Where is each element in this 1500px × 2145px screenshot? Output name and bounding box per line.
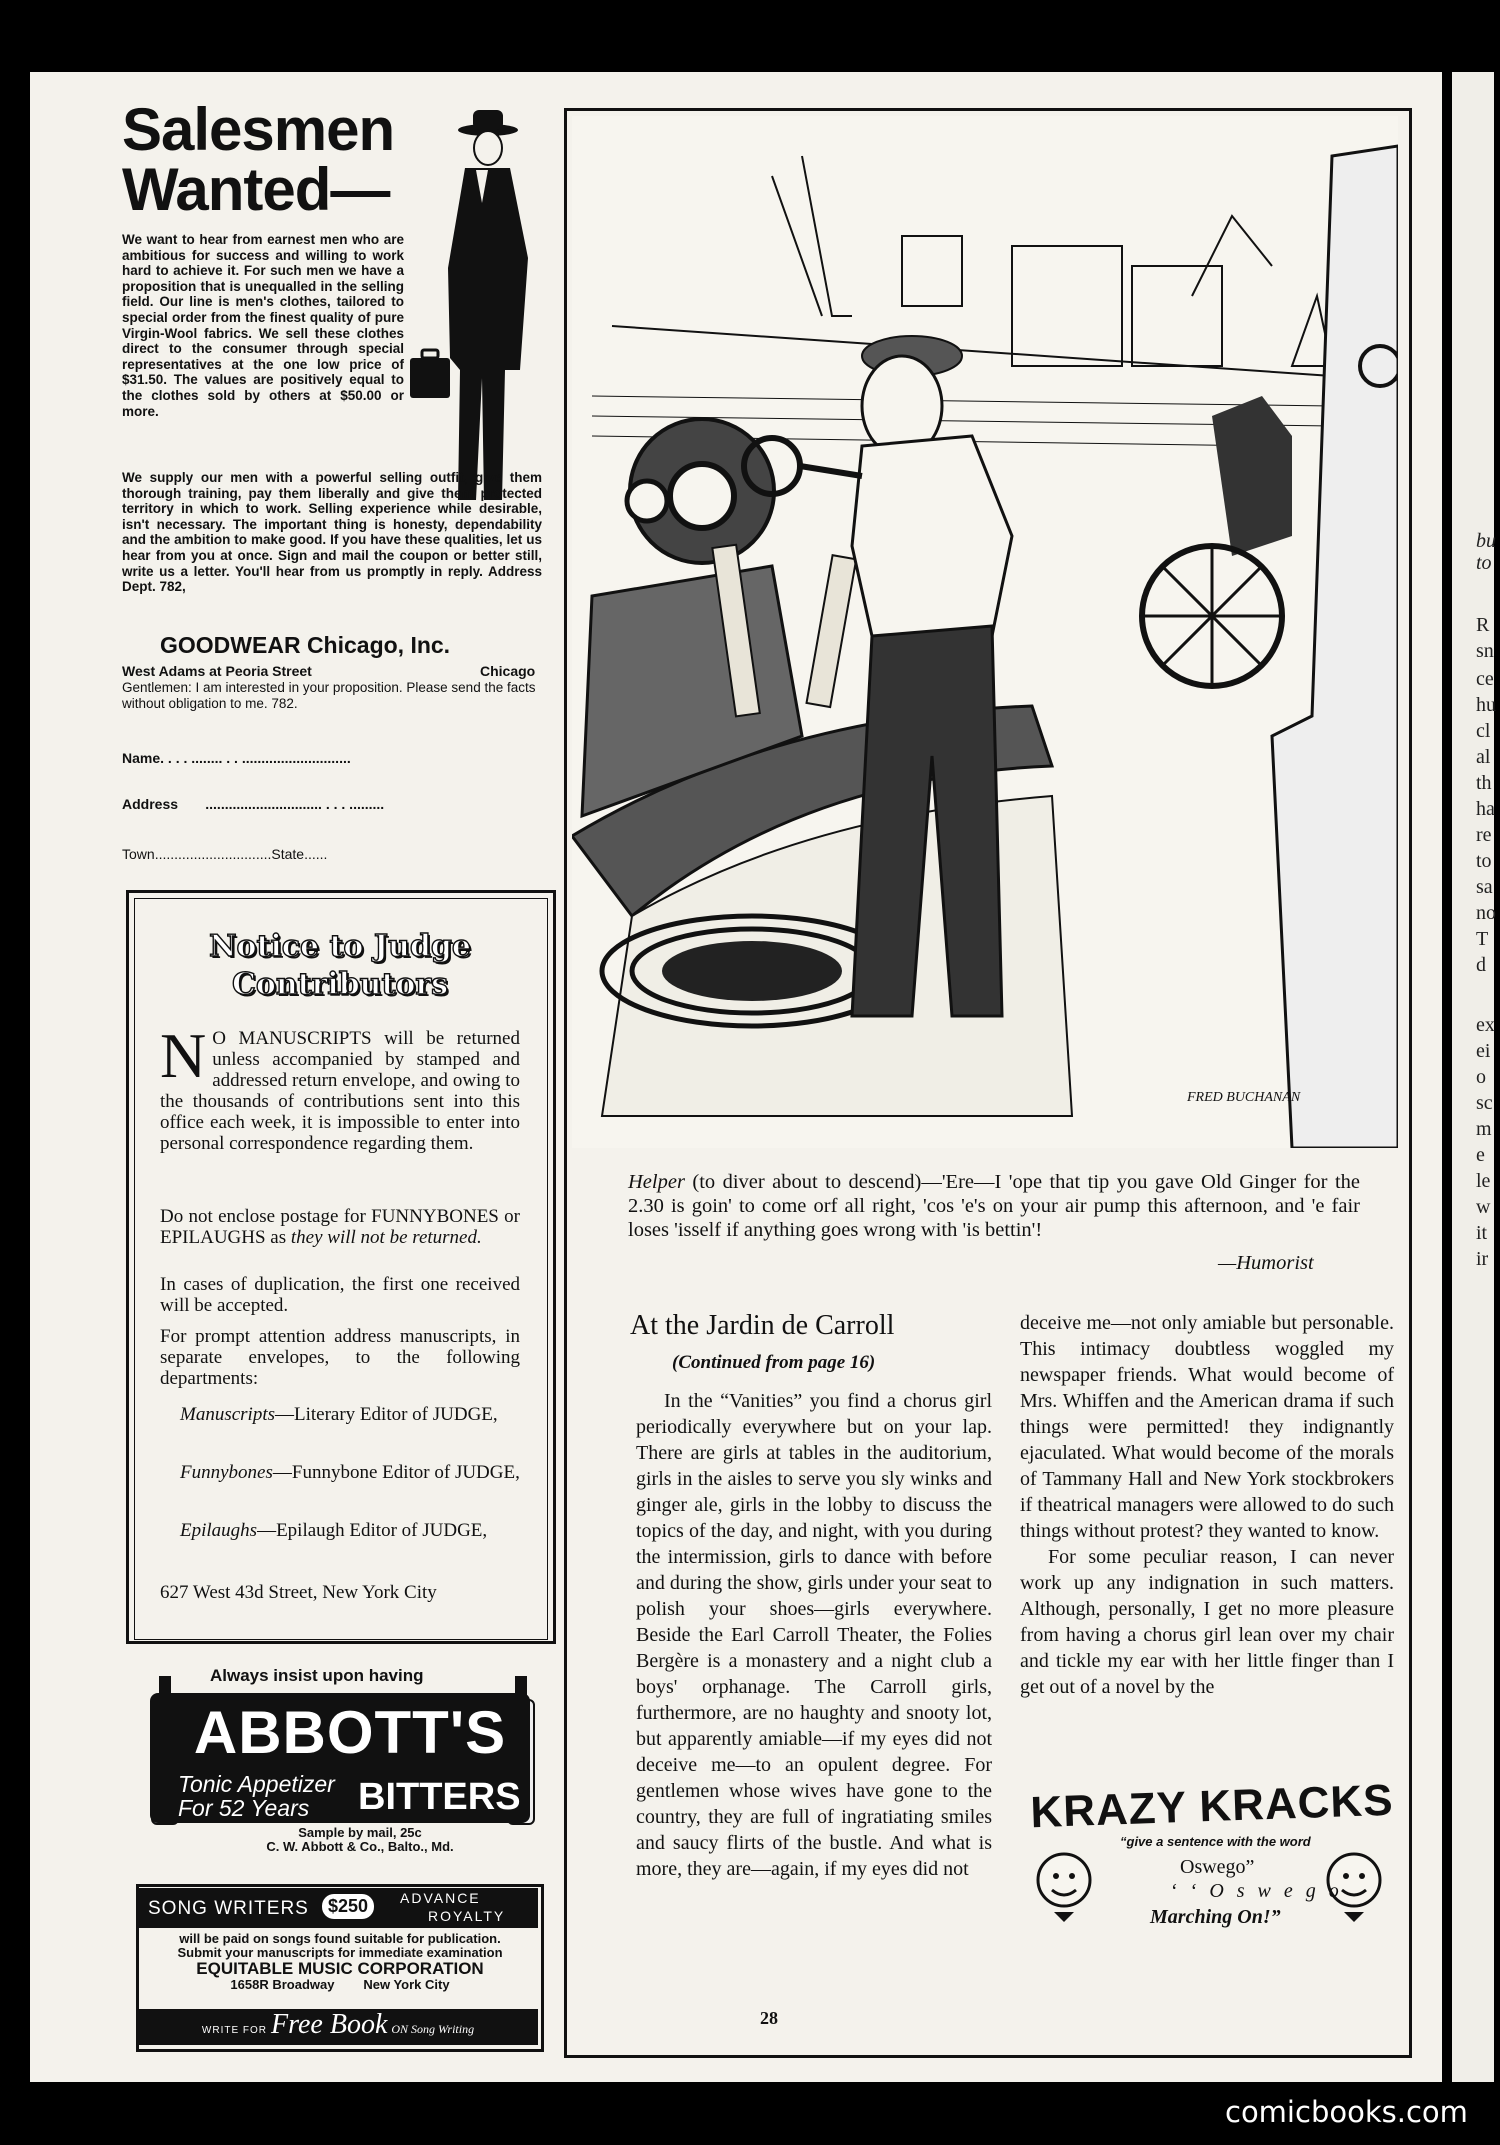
coupon-address-field[interactable]: Address .............................. . . . .........	[122, 796, 385, 812]
notice-dropcap: N	[160, 1020, 207, 1091]
page-number: 28	[760, 2008, 778, 2028]
abbott-name: ABBOTT'S	[193, 1699, 507, 1766]
coupon-town-state-field[interactable]: Town..............................State......	[122, 846, 328, 862]
facing-page-fragment: m	[1476, 1118, 1492, 1140]
facing-page-fragment: ex	[1476, 1014, 1495, 1036]
krazy-kracks-word: Oswego”	[1180, 1856, 1255, 1878]
salesmen-ad-title: Salesmen Wanted—	[122, 96, 395, 223]
diver-cartoon-illustration	[572, 116, 1398, 1148]
coupon-name-field[interactable]: Name. . . . ........ . . ............................	[122, 750, 351, 766]
article-col2-paragraph-1: deceive me—not only amiable but personable. This intimacy doubtless woggled my newspaper friends. What would become of Mrs. Whiffen and the American drama if such things were permitted! they indignantly ejaculated. What would become of the morals of Tammany Hall and New York stockbrokers if theatrical managers were allowed to do such things without protest? they wanted to know.	[1020, 1312, 1394, 1542]
article-column-1	[636, 1388, 992, 1882]
facing-page-fragment: bu	[1476, 530, 1496, 552]
facing-page-fragment: o	[1476, 1066, 1486, 1088]
salesmen-ad-company: GOODWEAR Chicago, Inc.	[160, 632, 451, 658]
cartoon-caption-credit: —Humorist	[1218, 1252, 1314, 1274]
facing-page-fragment: ce	[1476, 668, 1494, 690]
abbott-bitters: BITTERS	[358, 1776, 521, 1818]
facing-page-fragment: ha	[1476, 798, 1495, 820]
cartoon-caption: Helper (to diver about to descend)—'Ere—I 'ope that tip you gave Old Ginger for the 2.30 is goin' to come orf all right, 'cos 'e's on your air pump this afternoon, and 'e fair loses 'isself if anything goes wrong with 'is bettin'!	[628, 1171, 1360, 1241]
notice-paragraph-2: Do not enclose postage for FUNNYBONES or EPILAUGHS as they will not be returned.	[160, 1206, 520, 1248]
song-ad-header: SONG WRITERS $250 ADVANCE ROYALTY	[138, 1888, 538, 1928]
song-ad-body: will be paid on songs found suitable for publication. Submit your manuscripts for immediate examination EQUITABLE MUSIC CORPORATION 1658R Broadway New York City	[177, 1931, 503, 1992]
facing-page-fragment: sa	[1476, 876, 1493, 898]
article-col2-paragraph-2: For some peculiar reason, I can never work up any indignation in such matters. Although, personally, I get no more pleasure from having a chorus girl lean over my chair and tickle my ear with her little finger than I get out of a novel by the	[1020, 1546, 1394, 1698]
facing-page-fragment: to	[1476, 552, 1492, 574]
facing-page-fragment: le	[1476, 1170, 1491, 1192]
facing-page-fragment: to	[1476, 850, 1492, 872]
song-ad-footer: WRITE FOR Free Book ON Song Writing	[138, 2009, 538, 2045]
notice-paragraph-3: In cases of duplication, the first one received will be accepted.	[160, 1274, 520, 1316]
notice-paragraph-4: For prompt attention address manuscripts, in separate envelopes, to the following departments:	[160, 1326, 520, 1389]
facing-page-fragment: al	[1476, 746, 1491, 768]
facing-page-fragment: hu	[1476, 694, 1496, 716]
krazy-kracks-subtitle: “give a sentence with the word	[1120, 1834, 1311, 1849]
article-col1-paragraph: In the “Vanities” you find a chorus girl periodically everywhere but on your lap. There are girls at tables in the auditorium, girls in the aisles to serve you sly winks and ginger ale, girls in the lobby to discuss the topics of the day, and night, with you during the intermission, girls to dance with before and during the show, girls under your seat to polish your shoes—girls everywhere. Beside the Earl Carroll Theater, the Folies Bergère is a monastery and a night club a boys' orphanage. The Carroll girls, furthermore, are no haughty and snooty lot, but apparently amiable—if my eyes did not deceive me—to an opulent degree. For gentlemen whose wives have gone to the country, they are full of ingratiating smiles and saucy flirts of the bustle. And what is more, they are—again, if my eyes did not	[636, 1390, 992, 1880]
face-left-icon	[1030, 1846, 1100, 1926]
notice-paragraph-1: N O MANUSCRIPTS will be returned unless accompanied by stamped and addressed return envelope, and owing to the thousands of contributions sent into this office each week, it is impossible to enter into personal correspondence regarding them.	[160, 1020, 520, 1154]
article-continued-note: (Continued from page 16)	[672, 1352, 876, 1373]
salesmen-ad-city: Chicago	[480, 663, 536, 679]
facing-page-fragment: d	[1476, 954, 1486, 976]
facing-page-fragment: no	[1476, 902, 1496, 924]
facing-page-fragment: cl	[1476, 720, 1491, 742]
krazy-kracks-title: KRAZY KRACKS	[1029, 1775, 1395, 1838]
facing-page-fragment: sc	[1476, 1092, 1493, 1114]
abbott-sample-text: Sample by mail, 25c C. W. Abbott & Co., Balto., Md.	[266, 1825, 454, 1854]
cartoon-signature: FRED BUCHANAN	[1187, 1090, 1301, 1105]
notice-address: 627 West 43d Street, New York City	[160, 1582, 437, 1603]
facing-page-fragment: ei	[1476, 1040, 1491, 1062]
krazy-kracks-line-3: Marching On!”	[1150, 1906, 1281, 1928]
salesmen-ad-body-2: We supply our men with a powerful selling outfit, give them thorough training, pay them liberally and give them protected territory in which to work. Selling experience while desirable, isn't necessary. The important thing is honesty, dependability and the ambition to make good. If you have these qualities, let us hear from you at once. Sign and mail the coupon or better still, write us a letter. You'll hear from us promptly in reply. Address Dept. 782,	[122, 470, 542, 595]
article-title: At the Jardin de Carroll	[630, 1310, 895, 1341]
salesmen-ad-street: West Adams at Peoria Street	[122, 663, 312, 679]
article-column-2	[1020, 1310, 1394, 1700]
facing-page-fragment: it	[1476, 1222, 1488, 1244]
facing-page-fragment: w	[1476, 1196, 1491, 1218]
facing-page-fragment: sn	[1476, 640, 1494, 662]
facing-page-fragment: T	[1476, 928, 1489, 950]
notice-title: Notice to Judge Contributors	[209, 929, 471, 1002]
notice-dept-3: Epilaughs—Epilaugh Editor of JUDGE,	[180, 1520, 488, 1541]
salesman-illustration	[410, 108, 540, 508]
salesmen-ad-body-1: We want to hear from earnest men who are ambitious for success and willing to work hard to achieve it. For such men we have a proposition that is unequalled in the selling field. Our line is men's clothes, tailored to special order from the finest quality of pure Virgin-Wool fabrics. We sell these clothes direct to the consumer through special representatives at the one low price of $31.50. The values are positively equal to the clothes sold by others at $50.00 or more.	[122, 232, 404, 419]
watermark: comicbooks.com	[1225, 2095, 1468, 2129]
facing-page-fragment: ir	[1476, 1248, 1489, 1270]
facing-page-fragment: re	[1476, 824, 1492, 846]
notice-dept-1: Manuscripts—Literary Editor of JUDGE,	[180, 1404, 498, 1425]
facing-page-fragment: R	[1476, 614, 1490, 636]
abbott-tonic-text: Tonic Appetizer For 52 Years	[178, 1771, 335, 1821]
notice-dept-2: Funnybones—Funnybone Editor of JUDGE,	[180, 1462, 520, 1483]
salesmen-ad-coupon-text: Gentlemen: I am interested in your proposition. Please send the facts without obligation to me. 782.	[122, 680, 536, 711]
facing-page-fragment: e	[1476, 1144, 1485, 1166]
facing-page-edge	[1452, 72, 1494, 2082]
abbott-insist-text: Always insist upon having	[210, 1666, 424, 1685]
krazy-kracks-line-2: ‘ ‘ O s w e g o	[1170, 1880, 1343, 1902]
facing-page-fragment: th	[1476, 772, 1492, 794]
